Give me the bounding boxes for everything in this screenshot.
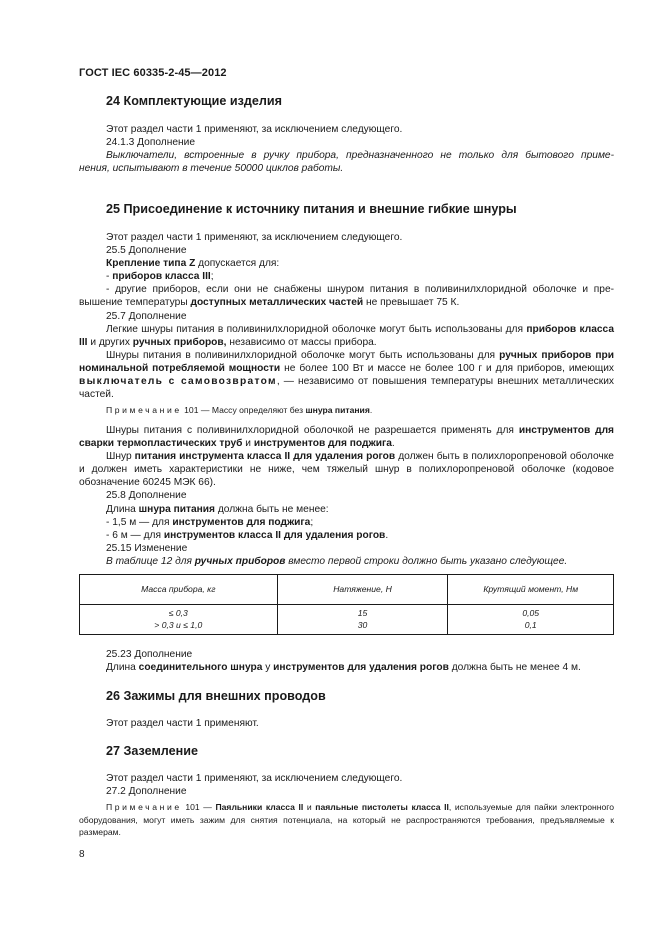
text-span: не превышает 75 К. (363, 297, 460, 309)
section-26-body (79, 717, 614, 730)
section-24-body (79, 123, 614, 175)
table-cell (80, 605, 278, 635)
section-27-body (79, 772, 614, 798)
text-span: не более 100 Вт и массе не более 100 г и для приборов, имеющих (280, 362, 615, 374)
term: инструментов класса II для удаления рогов (163, 529, 386, 541)
text-span: . (369, 405, 373, 415)
text-span: ; (210, 271, 214, 283)
section-24-heading: 24 Комплектующие изделия (106, 94, 282, 108)
text-span: Шнуры питания с поливинилхлоридной оболочкой не разрешается применять для (106, 425, 519, 436)
clause-number: 24.1.3 Дополнение (106, 137, 196, 149)
term: шнура питания (138, 503, 215, 515)
section-25-body (79, 231, 614, 401)
note-label: Примечание (106, 405, 182, 415)
text-span: Легкие шнуры питания в поливинилхлоридной оболочке могут быть использованы для (106, 323, 527, 335)
text-span: , используемые для пайки электронного оборудования, могут иметь зажим для снятия потенциала, на который не распространяются требования, предъявляемые к размерам. (79, 802, 614, 838)
term: приборов класса III (79, 323, 614, 348)
term: ручных приборов, (132, 336, 227, 348)
section-27-heading: 27 Заземление (106, 744, 198, 758)
clause-number: 25.7 Дополнение (106, 310, 187, 322)
term: Крепление типа Z (106, 258, 196, 270)
table-header-cell: Натяжение, Н (277, 575, 448, 605)
text-span: Шнуры питания в поливинилхлоридной оболочке могут быть использованы для (106, 349, 500, 361)
text-span: должна быть не менее 4 м. (448, 662, 581, 674)
table-cell (448, 605, 614, 635)
text-line: Этот раздел части 1 применяют, за исключением следующего. (106, 124, 403, 135)
text-span: независимо от массы прибора. (226, 336, 377, 348)
section-25-23 (79, 648, 614, 674)
clause-number: 25.15 Изменение (106, 542, 188, 554)
note-101-cord (79, 404, 614, 417)
term: выключатель с самовозвратом (79, 376, 277, 388)
text-span: и других (87, 336, 133, 348)
text-span: должен быть в полихлоропреновой оболочке и должен иметь характеристики не ниже, чем тяжелый шнур в полихлоропреновой оболочке (кодовое обозначение 60245 МЭК 66). (79, 451, 614, 489)
cell-value: 0,1 (524, 619, 537, 630)
table-cell (277, 605, 448, 635)
text-line: нения, испытывают в течение 50000 циклов работы. (79, 163, 344, 175)
text-line: Этот раздел части 1 применяют, за исключением следующего. (106, 232, 403, 243)
text-line (79, 503, 614, 516)
term: инструментов для поджига (172, 516, 311, 528)
text-span: и (242, 438, 254, 450)
term: инструментов для сварки термопластических труб (79, 425, 614, 450)
term: паяльные пистолеты класса II (315, 802, 449, 812)
list-item: - другие приборов, если они не снабжены шнуром питания в поливинилхлоридной оболочке и пре- (106, 284, 614, 296)
cell-value: 30 (357, 619, 368, 630)
text-span: 101 — Массу определяют без (181, 405, 306, 415)
text-span: В таблице 12 для (106, 555, 195, 567)
text-line: Этот раздел части 1 применяют, за исключением следующего. (106, 773, 403, 784)
section-26-heading: 26 Зажимы для внешних проводов (106, 689, 326, 703)
term: ручных приборов при номинальной потребляемой мощности (79, 349, 614, 374)
text-span: допускается для: (195, 258, 280, 270)
note-label: Примечание (106, 802, 182, 812)
text-line (79, 296, 614, 309)
table-header-row (80, 575, 614, 605)
text-line (79, 257, 614, 270)
text-span: , — независимо от повышения температуры внешних металлических частей. (79, 376, 614, 401)
text-span: Длина (106, 503, 139, 515)
text-line (79, 661, 614, 674)
text-span: ; (310, 516, 314, 528)
section-25-body-cont (79, 424, 614, 568)
standard-header: ГОСТ IEC 60335-2-45—2012 (79, 67, 227, 79)
term: инструментов для удаления рогов (273, 662, 449, 674)
text-span: . (385, 529, 389, 541)
term: шнура питания (305, 405, 370, 415)
text-span: вместо первой строки должно быть указано следующее. (285, 555, 568, 567)
text-span: у (262, 662, 274, 674)
table-header-cell: Масса прибора, кг (80, 575, 278, 605)
term: приборов класса III (112, 271, 211, 283)
text-span: - 6 м — для (106, 529, 164, 541)
cell-value: 0,05 (522, 608, 540, 618)
text-span: Длина (106, 662, 139, 674)
clause-number: 25.23 Дополнение (106, 649, 193, 660)
page-number: 8 (79, 849, 85, 860)
term: питания инструмента класса II для удаления рогов (134, 451, 396, 463)
term: ручных приборов (194, 555, 286, 567)
text-span: . (391, 438, 395, 450)
text-span: - (106, 271, 113, 283)
text-span: вышение температуры (79, 297, 191, 309)
text-span: - 1,5 м — для (106, 516, 173, 528)
cell-value: ≤ 0,3 (168, 608, 188, 618)
cell-value: 15 (357, 608, 368, 618)
text-span: должна быть не менее: (215, 503, 329, 515)
term: Паяльники класса II (215, 802, 304, 812)
clause-number: 27.2 Дополнение (106, 786, 187, 798)
term: доступных металлических частей (190, 297, 364, 309)
note-101-soldering (79, 801, 614, 839)
text-line (79, 555, 614, 568)
text-span: Шнур (106, 451, 135, 463)
list-item (79, 516, 614, 529)
section-25-heading: 25 Присоединение к источнику питания и внешние гибкие шнуры (106, 202, 517, 216)
term: соединительного шнура (138, 662, 263, 674)
table-row (80, 605, 614, 635)
clause-number: 25.5 Дополнение (106, 245, 187, 257)
table-header-cell: Крутящий момент, Нм (448, 575, 614, 605)
tension-torque-table (79, 574, 614, 635)
clause-number: 25.8 Дополнение (106, 490, 187, 502)
text-line: Выключатели, встроенные в ручку прибора, предназначенного не только для бытового приме- (106, 150, 614, 162)
text-span: 101 — (181, 802, 216, 812)
text-span: и (303, 802, 316, 812)
paragraph (79, 450, 614, 489)
paragraph (79, 349, 614, 401)
text-line: Этот раздел части 1 применяют. (106, 718, 259, 729)
cell-value: > 0,3 и ≤ 1,0 (154, 619, 203, 630)
paragraph (79, 424, 614, 450)
paragraph (79, 323, 614, 349)
list-item (79, 270, 614, 283)
term: инструментов для поджига (253, 438, 392, 450)
list-item (79, 529, 614, 542)
